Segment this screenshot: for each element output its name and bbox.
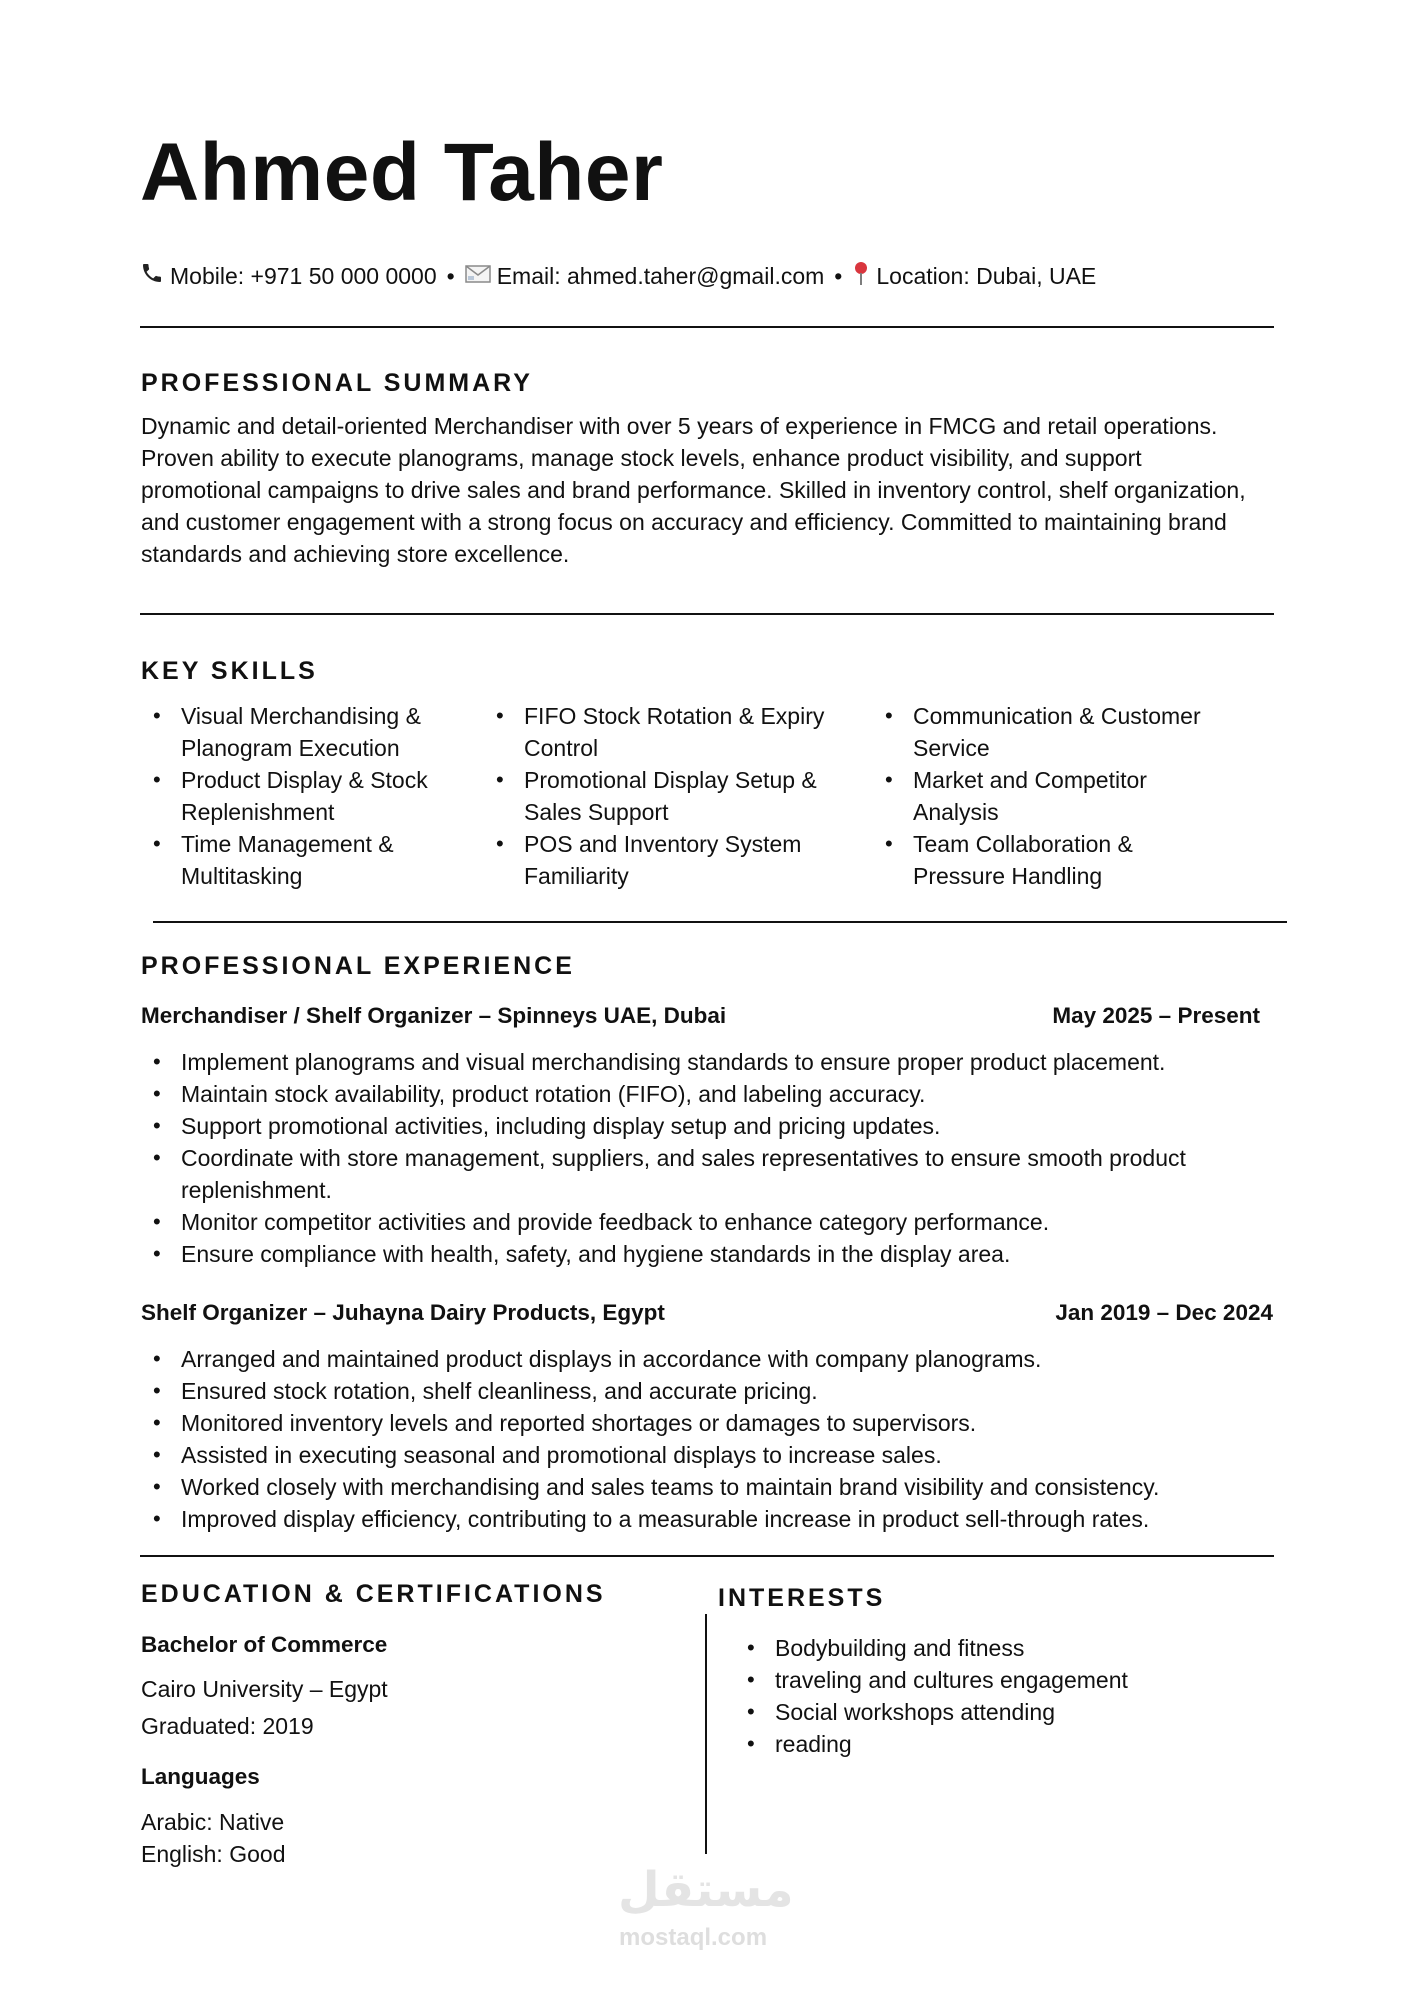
skill-item: • Market and Competitor Analysis bbox=[873, 764, 1253, 828]
job-bullet: • Improved display efficiency, contributing to a measurable increase in product sell-through rates. bbox=[141, 1503, 1291, 1535]
interest-item: • Social workshops attending bbox=[735, 1696, 1255, 1728]
language-item: Arabic: Native bbox=[141, 1809, 285, 1835]
job-bullet: • Monitor competitor activities and provide feedback to enhance category performance. bbox=[141, 1206, 1291, 1238]
job-bullet: • Assisted in executing seasonal and promotional displays to increase sales. bbox=[141, 1439, 1291, 1471]
job-bullet: • Worked closely with merchandising and sales teams to maintain brand visibility and consistency. bbox=[141, 1471, 1291, 1503]
job-bullets bbox=[141, 1343, 1291, 1535]
separator: • bbox=[446, 262, 455, 289]
graduation-year: Graduated: 2019 bbox=[141, 1713, 314, 1739]
pin-icon bbox=[852, 260, 870, 292]
job-bullet: • Monitored inventory levels and reported shortages or damages to supervisors. bbox=[141, 1407, 1291, 1439]
skills-column bbox=[141, 700, 471, 892]
phone-icon bbox=[140, 261, 164, 291]
summary-line: standards and achieving store excellence. bbox=[141, 541, 570, 567]
job-bullet: • Support promotional activities, including display setup and pricing updates. bbox=[141, 1110, 1291, 1142]
experience-heading: PROFESSIONAL EXPERIENCE bbox=[141, 952, 575, 980]
column-divider bbox=[705, 1614, 707, 1854]
job-bullet: • Implement planograms and visual merchandising standards to ensure proper product placement. bbox=[141, 1046, 1291, 1078]
summary-heading: PROFESSIONAL SUMMARY bbox=[141, 369, 533, 397]
skill-item: • FIFO Stock Rotation & Expiry Control bbox=[484, 700, 864, 764]
interests-heading: INTERESTS bbox=[718, 1584, 886, 1612]
job-bullet: • Ensured stock rotation, shelf cleanliness, and accurate pricing. bbox=[141, 1375, 1291, 1407]
interest-item: • traveling and cultures engagement bbox=[735, 1664, 1255, 1696]
watermark-logo: مستقل bbox=[618, 1864, 794, 1917]
email-text: Email: ahmed.taher@gmail.com bbox=[496, 262, 825, 289]
skill-item: • Promotional Display Setup & Sales Support bbox=[484, 764, 864, 828]
job-dates: Jan 2019 – Dec 2024 bbox=[1055, 1300, 1273, 1325]
skills-column bbox=[873, 700, 1253, 892]
separator: • bbox=[834, 262, 843, 289]
skill-item: • Communication & Customer Service bbox=[873, 700, 1253, 764]
job-title: Merchandiser / Shelf Organizer – Spinneys UAE, Dubai bbox=[141, 1003, 727, 1028]
divider bbox=[153, 921, 1287, 923]
divider bbox=[140, 326, 1274, 328]
skills-column bbox=[484, 700, 864, 892]
candidate-name: Ahmed Taher bbox=[140, 127, 664, 218]
divider bbox=[140, 613, 1274, 615]
education-heading: EDUCATION & CERTIFICATIONS bbox=[141, 1580, 606, 1608]
school-name: Cairo University – Egypt bbox=[141, 1676, 388, 1702]
summary-line: Proven ability to execute planograms, manage stock levels, enhance product visibility, and support bbox=[141, 445, 1142, 471]
job-bullet: • Maintain stock availability, product rotation (FIFO), and labeling accuracy. bbox=[141, 1078, 1291, 1110]
job-bullet: • Coordinate with store management, suppliers, and sales representatives to ensure smooth product replenishment. bbox=[141, 1142, 1291, 1206]
summary-line: promotional campaigns to drive sales and brand performance. Skilled in inventory control, shelf organization, bbox=[141, 477, 1246, 503]
job-title: Shelf Organizer – Juhayna Dairy Products, Egypt bbox=[141, 1300, 665, 1325]
watermark-site: mostaql.com bbox=[619, 1924, 768, 1951]
divider bbox=[140, 1555, 1274, 1557]
summary-text bbox=[141, 410, 1291, 570]
envelope-icon bbox=[465, 263, 491, 290]
contact-line bbox=[140, 260, 1096, 292]
location-text: Location: Dubai, UAE bbox=[876, 262, 1097, 289]
job-bullet: • Arranged and maintained product displays in accordance with company planograms. bbox=[141, 1343, 1291, 1375]
skill-item: • Product Display & Stock Replenishment bbox=[141, 764, 471, 828]
skills-heading: KEY SKILLS bbox=[141, 657, 318, 685]
skill-item: • Team Collaboration & Pressure Handling bbox=[873, 828, 1253, 892]
interests-list bbox=[735, 1632, 1255, 1760]
mobile-text: Mobile: +971 50 000 0000 bbox=[170, 262, 437, 289]
degree-title: Bachelor of Commerce bbox=[141, 1632, 388, 1657]
skill-item: • Time Management & Multitasking bbox=[141, 828, 471, 892]
interest-item: • Bodybuilding and fitness bbox=[735, 1632, 1255, 1664]
job-bullets bbox=[141, 1046, 1291, 1270]
summary-line: and customer engagement with a strong focus on accuracy and efficiency. Committed to maintaining brand bbox=[141, 509, 1227, 535]
language-item: English: Good bbox=[141, 1841, 286, 1867]
interest-item: • reading bbox=[735, 1728, 1255, 1760]
job-dates: May 2025 – Present bbox=[1052, 1003, 1260, 1028]
skill-item: • POS and Inventory System Familiarity bbox=[484, 828, 864, 892]
summary-line: Dynamic and detail-oriented Merchandiser with over 5 years of experience in FMCG and retail operations. bbox=[141, 413, 1218, 439]
job-bullet: • Ensure compliance with health, safety, and hygiene standards in the display area. bbox=[141, 1238, 1291, 1270]
languages-heading: Languages bbox=[141, 1764, 260, 1789]
skill-item: • Visual Merchandising & Planogram Execution bbox=[141, 700, 471, 764]
